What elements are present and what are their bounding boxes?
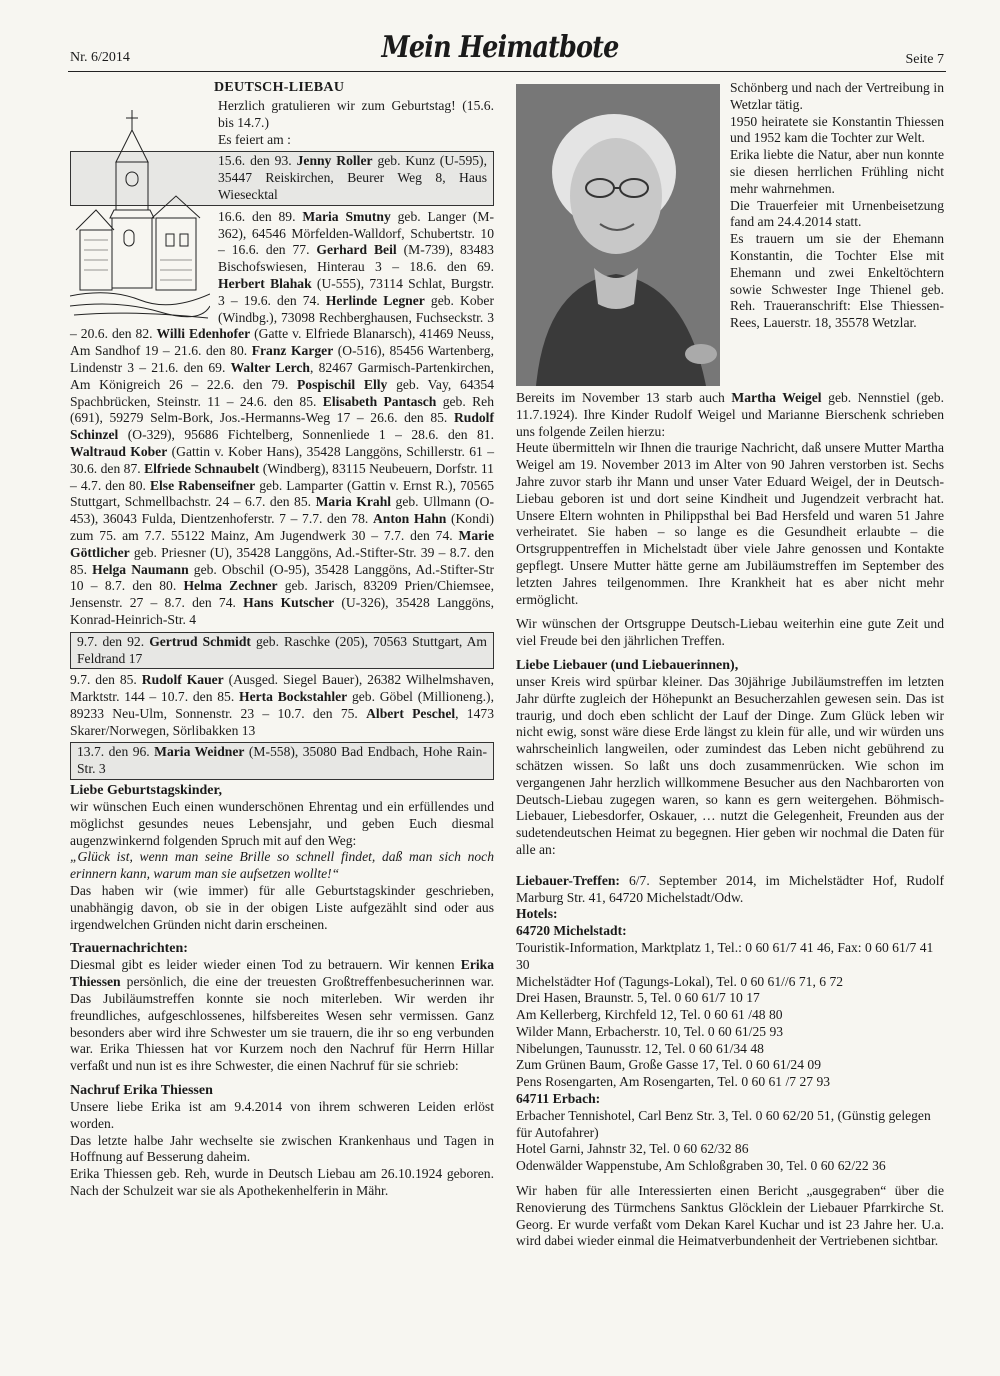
celebrant-name: Herbert Blahak [218,275,312,291]
treffen-text: 6/7. September 2014, im Michelstädter Hof, Rudolf Marburg Str. 41, 64720 Michelstadt/Odw. [516,872,944,905]
celebrant-name: Rudolf Schinzel [70,410,494,443]
birthday-details: geb. Kober (Windbg.), 73098 Rechberghausen, Fuchseckstr. 3 – 20.6. den 82. [70,292,494,342]
celebrant-name: Elisabeth Pantasch [322,393,437,409]
hotel-entry: Zum Grünen Baum, Große Gasse 17, Tel. 0 60 61/24 09 [516,1057,821,1073]
hotel-entry: Hotel Garni, Jahnstr 32, Tel. 0 60 62/32 86 [516,1141,749,1157]
hotels-title: Hotels: [516,906,558,922]
celebrant-name: Herlinde Legner [325,292,425,308]
celebrant-name: Willi Edenhofer [156,326,251,342]
birthday-details: (M-739), 83483 Bischofswiesen, Hinterau 3 – 18.6. den 69. [218,242,494,275]
celebrant-name: Else Rabenseifner [149,477,256,493]
weigel-a: Bereits im November 13 starb auch [516,390,732,405]
birthday-details: (Ausged. Siegel Bauer), 26382 Wilhelmshaven, Marktstr. 144 – 10.7. den 85. [70,672,494,705]
liebe-text: unser Kreis wird spürbar kleiner. Das 30jährige Jubiläumstreffen im letzten Jahr dürfte zugleich der Höhepunkt an Besucherzahlen gewesen sein. Das ist traurig, und doch eben schlicht der Lauf der Dinge. Zum Glück leben wir nicht ewig, sonst wäre diese Erde längst zu klein für alle, und wir würden uns wahrscheinlich langweilen, oder zumindest das Leben nicht gebührend zu schätzen wissen. So laßt uns doch zusammenrücken. Wie schon im vergangenen Jahr herzlich willkommene Besucher aus den Nachbarorten von Deutsch-Liebau zugegen waren, so kann es gern weitergehen. Böhmisch-Liebauer, Liebesdorfer, Oskauer, … nutzt die Gelegenheit, Freunden aus der sudetendeutschen Heimat zu begegnen. Hier geben wir nochmal die Daten für alle an: [516,673,944,857]
liebe-title: Liebe Liebauer (und Liebauerinnen), [516,657,739,673]
birthday-details: geb. Jarisch, 83209 Prien/Chiemsee, Jensenstr. 27 – 8.7. den 74. [70,578,494,611]
section-title: DEUTSCH-LIEBAU [214,80,345,95]
celebrant-name: Anton Hahn [372,511,447,527]
celebrant-name: Gerhard Beil [316,242,397,258]
quote: „Glück ist, wenn man seine Brille so schnell findet, daß man sich noch erinnern kann, warum man sie aufsetzen wollte!“ [70,849,494,882]
kids-text: wir wünschen Euch einen wunderschönen Ehrentag und ein erfüllendes und möglichst gesundes neues Lebensjahr, und geben Euch diesmal augenzwinkernd folgenden Spruch mit auf den Weg: [70,799,494,848]
hotel-entry: Michelstädter Hof (Tagungs-Lokal), Tel. 0 60 61//6 71, 6 72 [516,973,844,989]
obituary-paragraph: Erika liebte die Natur, aber nun konnte sie diesen herrlichen Frühling nicht mehr wahrnehmen. [730,147,944,196]
city-michelstadt: 64720 Michelstadt: [516,923,627,939]
hotel-entry: Pens Rosengarten, Am Rosengarten, Tel. 0 60 61 /7 27 93 [516,1074,831,1090]
birthday-details: geb. Ullmann (O-453), 36043 Fulda, Dientzenhoferstr. 7 – 7.7. den 78. [70,494,495,527]
hotel-list-michelstadt [516,940,944,1091]
birthday-details: 16.6. den 89. [218,208,303,224]
nachruf-1: Unsere liebe Erika ist am 9.4.2014 von ihrem schweren Leiden erlöst worden. [70,1099,494,1131]
nachruf-2: Das letzte halbe Jahr wechselte sie zwischen Krankenhaus und Tagen in Hoffnung auf Besserung daheim. [70,1132,494,1165]
birthday-details: (O-329), 95686 Fichtelberg, Sonnenliede 1 – 28.6. den 81. [118,427,494,443]
birthday-details: , 1473 Skarer/Norwegen, Sörlibakken 13 [70,705,494,738]
obituary-paragraph: Die Trauerfeier mit Urnenbeisetzung fand am 24.4.2014 statt. [730,197,944,230]
box3-details: (M-558), 35080 Bad Endbach, Hohe Rain-Str. 3 [77,744,487,777]
hotel-entry: Touristik-Information, Marktplatz 1, Tel.: 0 60 61/7 41 46, Fax: 0 60 61/7 41 30 [516,939,934,972]
hotel-entry: Odenwälder Wappenstube, Am Schloßgraben 30, Tel. 0 60 62/22 36 [516,1158,886,1174]
birthday-details: (Windberg), 83115 Neubeuern, Dorfstr. 11 – 4.7. den 80. [70,460,494,493]
box2-details: geb. Raschke (205), 70563 Stuttgart, Am Feldrand 17 [77,633,487,666]
celebrant-name: Hans Kutscher [243,595,335,611]
birthday-details: geb. Langer (M-362), 64546 Mörfelden-Walldorf, Schubertstr. 10 – 16.6. den 77. [218,208,494,258]
box3-name: Maria Weidner [154,744,245,760]
weigel-text: Heute übermitteln wir Ihnen die traurige Nachricht, daß unsere Mutter Martha Weigel am 19. November 2013 im Alter von 90 Jahren verstorben ist. Sechs Jahre zuvor starb ihr Mann und unser Vater Eduard Weigel, der in Deutsch-Liebau geboren ist und dort seine Kindheit und Jugendzeit verbracht hat. Unsere Eltern wohnten in Philippsthal bei Bad Hersfeld und waren 51 Jahre verheiratet. Sie haben – so lange es die Gesundheit erlaubte – die Ortsgruppentreffen in Michelstadt über viele Jahre genossen und Kontakte gepflegt. Unsere Mutter hätte gerne am Jubiläumstreffen im September des letzten Jahres teilgenommen. Ihre Krankheit hat es aber nicht mehr ermöglicht. [516,440,944,607]
hotel-entry: Erbacher Tennishotel, Carl Benz Str. 3, Tel. 0 60 62/20 51, (Günstig gelegen für Autofahrer) [516,1107,931,1140]
birthday-details: 9.7. den 85. [70,672,142,688]
hotel-entry: Drei Hasen, Braunstr. 5, Tel. 0 60 61/7 10 17 [516,990,760,1006]
weigel-name: Martha Weigel [731,390,822,405]
trauer-text [70,957,494,1075]
celebrant-name: Marie Göttlicher [70,527,494,560]
hotel-entry: Am Kellerberg, Kirchfeld 12, Tel. 0 60 61 /48 80 [516,1007,783,1023]
trauer-a: Diesmal gibt es leider wieder einen Tod zu betrauern. Wir kennen [70,957,461,973]
trauer-title: Trauernachrichten: [70,941,188,957]
birthday-details: (Kondi) zum 75. am 7.7. 55122 Mainz, Am Jugendwerk 30 – 7.7. den 74. [70,511,494,543]
hotel-entry: Wilder Mann, Erbacherstr. 10, Tel. 0 60 61/25 93 [516,1023,784,1039]
nachruf-3: Erika Thiessen geb. Reh, wurde in Deutsch Liebau am 26.10.1924 geboren. Nach der Schulzeit war sie als Apothekenhelferin in Mähr. [70,1166,494,1199]
birthday-box-2 [70,632,494,670]
kids-text-2: Das haben wir (wie immer) für alle Geburtstagskinder geschrieben, unabhängig davon, ob sie in der obigen Liste aufgezählt sind oder aus irgendwelchen Gründen nicht darin erscheinen. [70,883,494,932]
closing-text: Wir haben für alle Interessierten einen Bericht „ausgegraben“ über die Renovierung des Türmchens Sanktus Glöcklein der Liebauer Pfarrkirche St. Georg. Er wurde verfaßt vom Dekan Karel Kuchar und ist 23 Jahre her. U.a. wird dabei wieder einmal die Heimatverbundenheit der Vertriebenen sichtbar. [516,1183,944,1249]
celebrant-name: Rudolf Kauer [141,672,224,688]
birthday-details: geb. Obschil (O-95), 35428 Langgöns, Ad.-Stifter-Str 10 – 8.7. den 80. [70,561,495,594]
intro-text-2: Es feiert am : [218,131,291,147]
trauer-b: persönlich, die eine der treuesten Großtreffenbesucherinnen war. Das Jubiläumstreffen konnte sie noch miterleben. Wir werden ihr freundliches, aufgeschlossenes, hilfsbereites Wesen sehr vermissen. Ganz besonders aber wird ihre Schwester um sie trauern, die ihr so eng verbunden war. Erika Thiessen hat vor Kurzem noch den Nachruf für Herrn Hillar verfaßt und nun ist es ihre Schwester, die einen Nachruf für sie schrieb: [70,974,494,1074]
issue-number: Nr. 6/2014 [70,50,130,65]
birthday-details: , 82467 Garmisch-Partenkirchen, Am Königreich 26 – 22.6. den 79. [70,359,494,392]
hotel-list-erbach [516,1108,944,1175]
birthday-details: (O-516), 85456 Wartenberg, Lindenstr 3 – 21.6. den 69. [70,343,494,375]
header-rule [68,71,946,72]
celebrant-name: Herta Bockstahler [239,689,348,705]
celebrant-name: Elfriede Schnaubelt [144,460,260,476]
birthday-details: geb. Vay, 64354 Spachbrücken, Steinstr. 11 – 24.6. den 85. [70,376,495,409]
birthday-details: geb. Priesner (U), 35428 Langgöns, Ad.-Stifter-Str. 39 – 8.7. den 85. [70,544,494,577]
nachruf-title: Nachruf Erika Thiessen [70,1083,213,1099]
intro-text: Herzlich gratulieren wir zum Geburtstag! (15.6. bis 14.7.) [218,98,494,130]
left-column [70,80,494,1200]
box1-date: 15.6. den 93. [218,153,297,169]
obituary-paragraph: Schönberg und nach der Vertreibung in Wetzlar tätig. [730,80,944,112]
church-illustration [70,100,210,322]
hotel-entry: Nibelungen, Taunusstr. 12, Tel. 0 60 61/34 48 [516,1040,764,1056]
kids-title: Liebe Geburtstagskinder, [70,783,222,799]
portrait-photo [516,84,720,386]
celebrant-name: Waltraud Kober [70,443,168,459]
wish-text: Wir wünschen der Ortsgruppe Deutsch-Liebau weiterhin eine gute Zeit und viel Freude bei den jährlichen Treffen. [516,616,944,649]
box2-name: Gertrud Schmidt [149,633,251,649]
weigel-b: geb. Nennstiel (geb. 11.7.1924). Ihre Kinder Rudolf Weigel und Marianne Bierschenk schrieben uns folgende Zeilen hierzu: [516,390,944,439]
birthday-details: geb. Göbel (Millioneng.), 89233 Neu-Ulm, Sonnenstr. 23 – 10.7. den 75. [70,689,494,721]
celebrant-name: Walter Lerch [230,359,310,375]
birthday-details: (Gatte v. Elfriede Blanarsch), 41469 Neuss, Am Sandhof 19 – 21.6. den 80. [70,326,494,359]
birthday-box-3 [70,742,494,780]
celebrant-name: Pospischil Elly [297,376,388,392]
weigel-intro [516,390,944,440]
box3-date: 13.7. den 96. [77,744,155,760]
trauer-name: Erika Thiessen [70,957,494,990]
birthday-details: geb. Lamparter (Gattin v. Ernst R.), 70565 Stuttgart, Schmellbachstr. 24 – 6.7. den 85. [70,477,494,510]
page-number: Seite 7 [905,52,944,67]
birthday-details: (Gattin v. Kober Hans), 35428 Langgöns, Schillerstr. 61 – 30.6. den 87. [70,443,494,476]
celebrant-name: Albert Peschel [366,705,456,721]
celebrant-name: Helga Naumann [92,561,189,577]
birthday-details: geb. Reh (691), 59279 Selm-Bork, Jos.-Hermanns-Weg 17 – 26.6. den 85. [70,393,494,426]
birthday-details: (U-326), 35428 Langgöns, Konrad-Heinrich-Str. 4 [70,595,494,627]
box1-details: geb. Kunz (U-595), 35447 Reiskirchen, Beurer Weg 8, Haus Wiesecktal [218,153,487,202]
celebrant-name: Maria Smutny [302,208,391,224]
treffen-info [516,873,944,907]
right-column [516,80,944,1250]
treffen-label: Liebauer-Treffen: [516,872,620,888]
birthday-list-2 [70,672,494,739]
obituary-paragraph: Es trauern um sie der Ehemann Konstantin, die Tochter Else mit Ehemann und zwei Enkeltöchtern sowie Schwester Inge Thienel geb. Reh. Traueranschrift: Else Thiessen-Rees, Lauerstr. 18, 35578 Wetzlar. [730,231,944,331]
box2-date: 9.7. den 92. [77,633,150,649]
celebrant-name: Helma Zechner [183,578,278,594]
birthday-details: (U-555), 73114 Schlat, Burgstr. 3 – 19.6. den 74. [218,275,494,308]
celebrant-name: Maria Krahl [315,494,392,510]
celebrant-name: Franz Karger [251,343,334,359]
box1-name: Jenny Roller [296,153,373,169]
city-erbach: 64711 Erbach: [516,1091,601,1107]
masthead: Mein Heimatbote [381,30,619,65]
obituary-paragraph: 1950 heiratete sie Konstantin Thiessen und 1952 kam die Tochter zur Welt. [730,113,944,146]
